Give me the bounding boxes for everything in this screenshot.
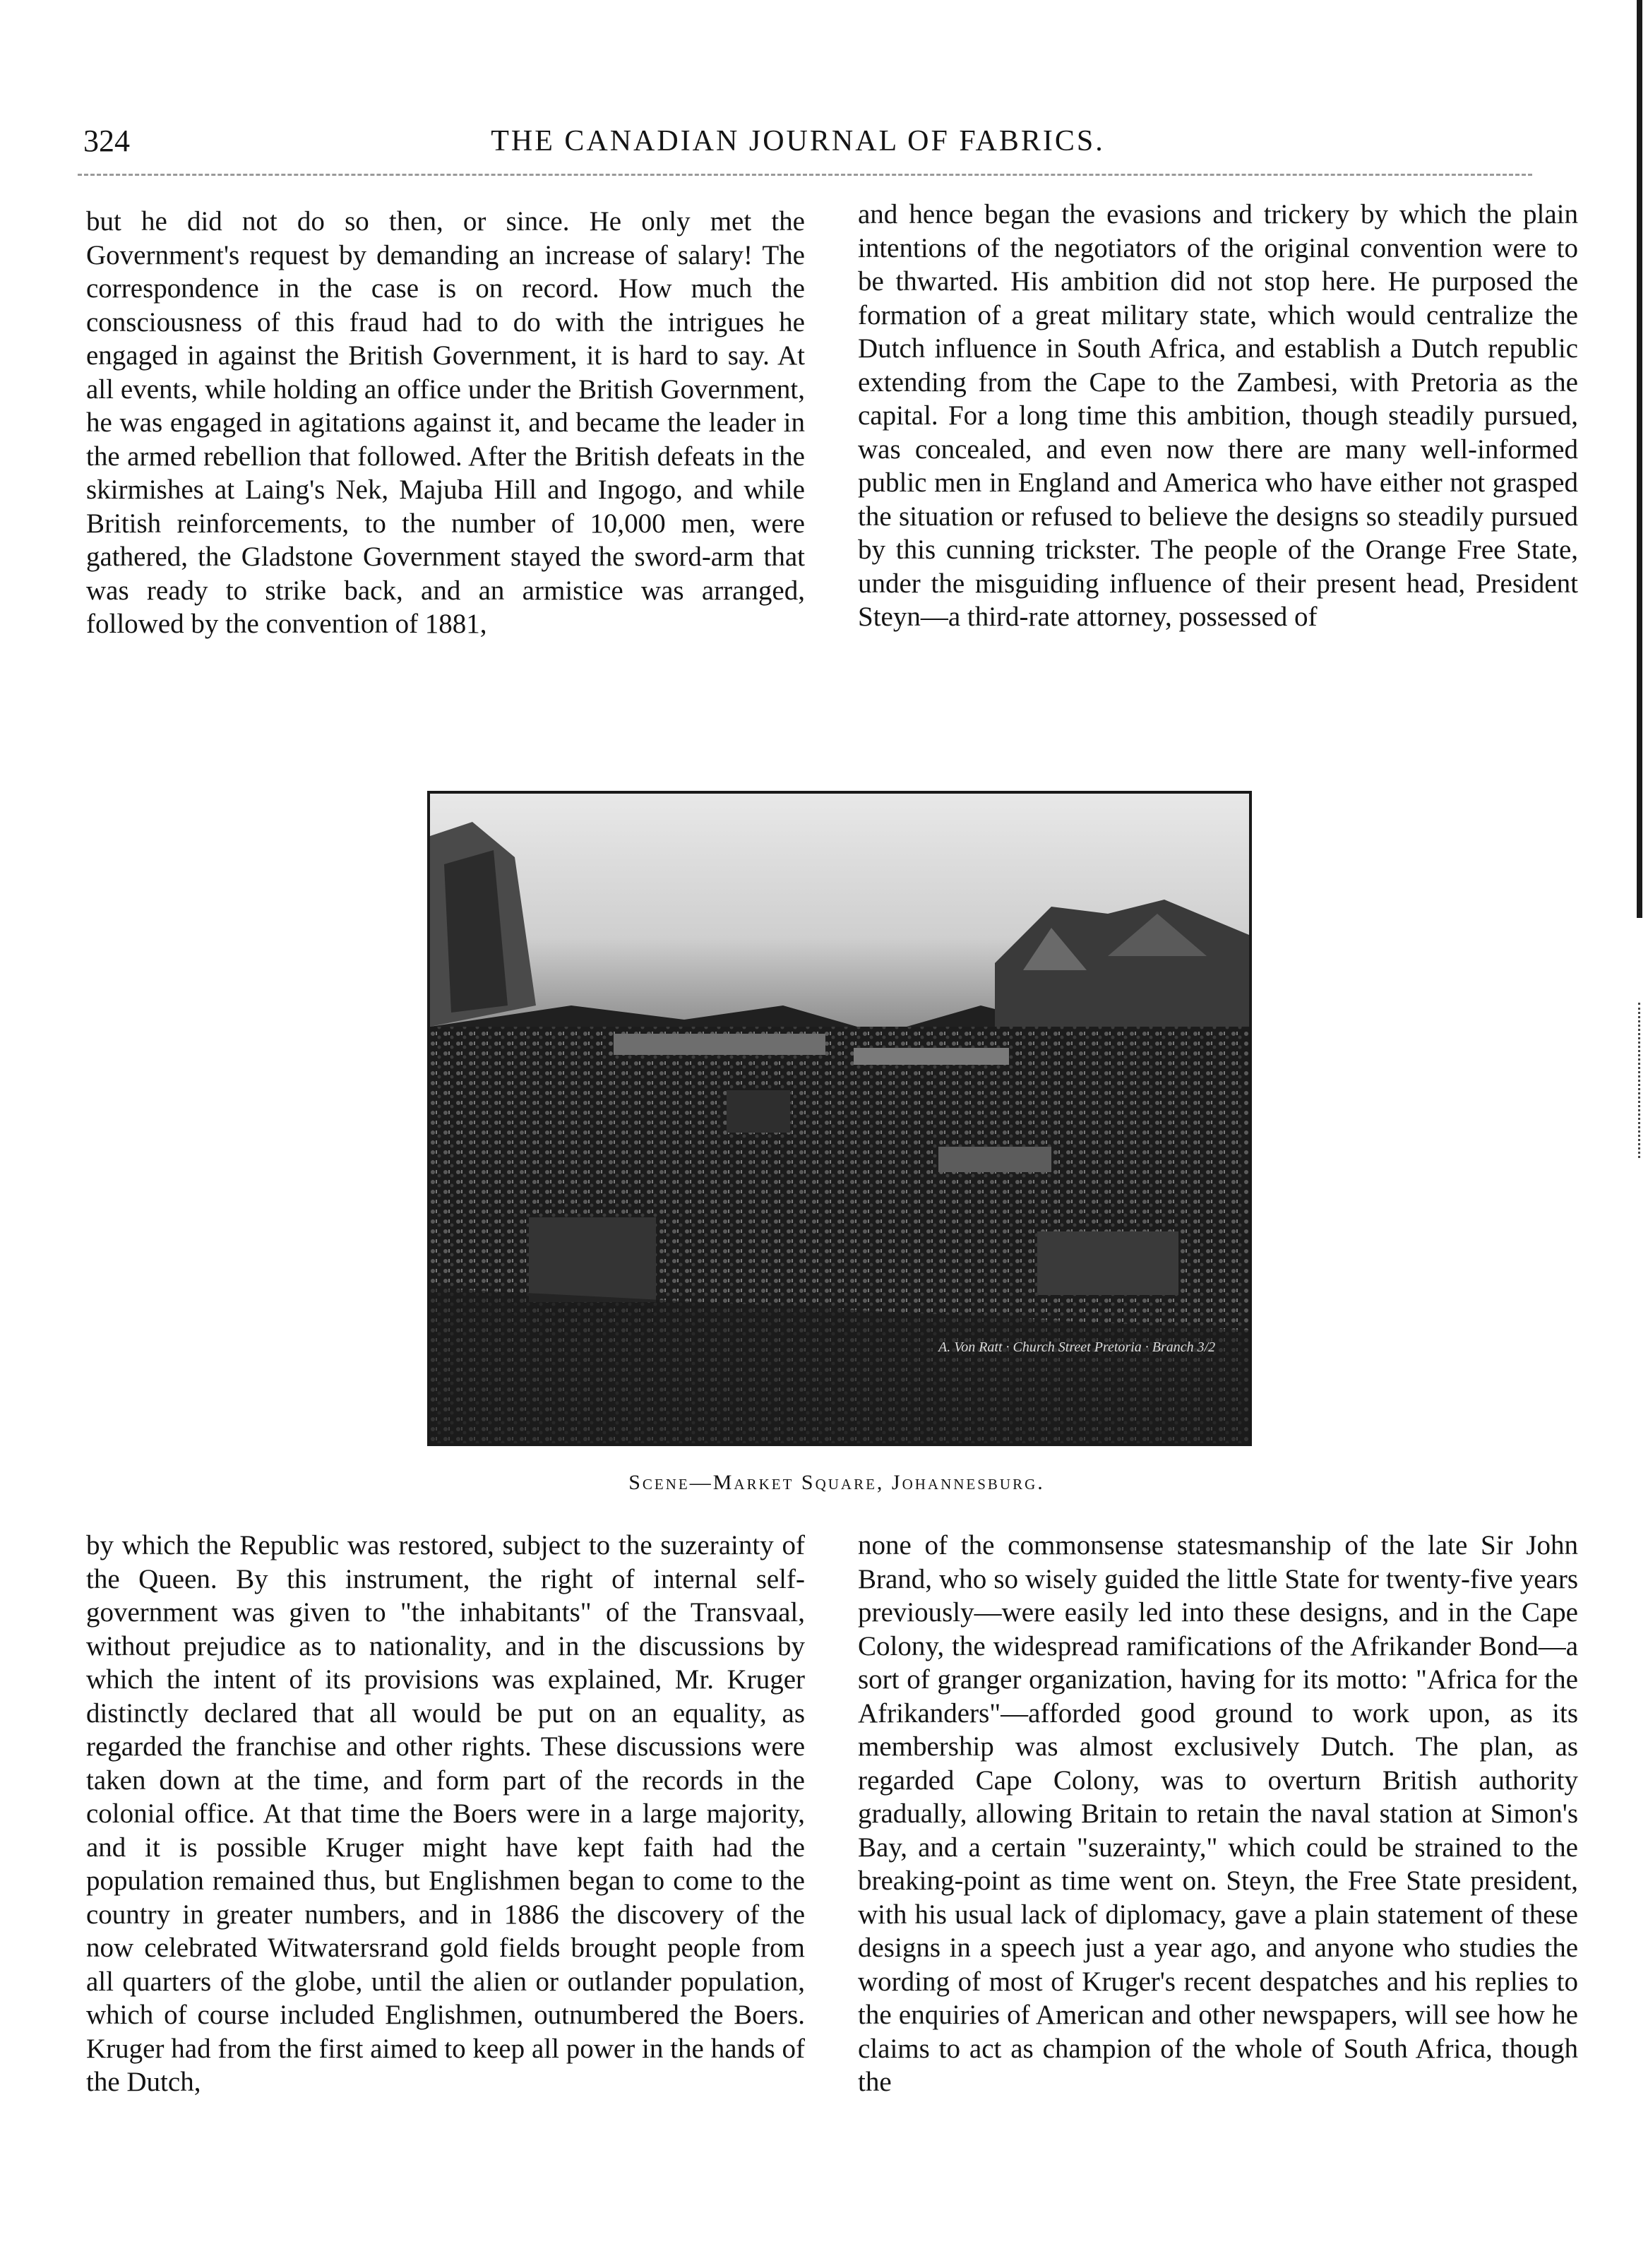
running-title: THE CANADIAN JOURNAL OF FABRICS. xyxy=(491,125,1105,157)
figure-caption: Scene—Market Square, Johannesburg. xyxy=(628,1471,1045,1494)
photo-illustration xyxy=(430,794,1249,1443)
page-header xyxy=(78,121,1518,161)
column-bottom-right xyxy=(858,1529,1578,2099)
page-number: 324 xyxy=(83,124,130,158)
market-square-photo xyxy=(427,791,1252,1446)
header-rule xyxy=(78,174,1532,176)
column-bottom-left xyxy=(86,1529,805,2099)
column-text: but he did not do so then, or since. He only met the Government's request by demanding an increase of salary! The correspondence in the case is on record. How much the consciousness of this fraud had to do with the intrigues he engaged in against the British Government, it is hard to say. At all events, while holding an office under the British Government, he was engaged in agitations against it, and became the leader in the armed rebellion that followed. After the British defeats in the skirmishes at Laing's Nek, Majuba Hill and Ingogo, and while British reinforcements, to the number of 10,000 men, were gathered, the Gladstone Government stayed the sword-arm that was ready to strike back, and an armistice was arranged, followed by the convention of 1881, xyxy=(86,206,805,639)
column-top-left xyxy=(86,205,805,641)
column-top-right xyxy=(858,198,1578,634)
page-edge-dots xyxy=(1638,1003,1643,1158)
column-text: and hence began the evasions and trickery by which the plain intentions of the negotiators of the original convention were to be thwarted. His ambition did not stop here. He purposed the formation of a great military state, which would centralize the Dutch influence in South Africa, and establish a Dutch republic extending from the Cape to the Zambesi, with Pretoria as the capital. For a long time this ambition, though steadily pursued, was concealed, and even now there are many well-informed public men in England and America who have either not grasped the situation or refused to believe the designs so steadily pursued by this cunning trickster. The people of the Orange Free State, under the misguiding influence of their present head, President Steyn—a third-rate attorney, possessed of xyxy=(858,199,1578,632)
column-text: none of the commonsense statesmanship of the late Sir John Brand, who so wisely guided the little State for twenty-five years previously—were easily led into these designs, and in the Cape Colony, the widespread ramifications of the Afrikander Bond—a sort of granger organization, having for its motto: "Africa for the Afrikanders"—afforded good ground to work upon, as its membership was almost exclusively Dutch. The plan, as regarded Cape Colony, was to overturn British authority gradually, allowing Britain to retain the naval station at Simon's Bay, and a certain "suzerainty," which could be strained to the breaking-point as time went on. Steyn, the Free State president, with his usual lack of diplomacy, gave a plain statement of these designs in a speech just a year ago, and anyone who studies the wording of most of Kruger's recent despatches and his replies to the enquiries of American and other newspapers, will see how he claims to act as champion of the whole of South Africa, though the xyxy=(858,1530,1578,2097)
column-text: by which the Republic was restored, subject to the suzerainty of the Queen. By this instrument, the right of internal self-government was given to "the inhabitants" of the Transvaal, without prejudice as to nationality, and in the discussions by which the intent of its provisions was explained, Mr. Kruger distinctly declared that all would be put on an equality, as regarded the franchise and other rights. These discussions were taken down at the time, and form part of the records in the colonial office. At that time the Boers were in a large majority, and it is possible Kruger might have kept faith had the population remained thus, but Englishmen began to come to the country in greater numbers, and in 1886 the discovery of the now celebrated Witwatersrand gold fields brought people from all quarters of the globe, until the alien or outlander population, which of course included Englishmen, outnumbered the Boers. Kruger had from the first aimed to keep all power in the hands of the Dutch, xyxy=(86,1530,805,2097)
photo-inscription: A. Von Ratt · Church Street Pretoria · Branch 3/2 xyxy=(938,1339,1216,1355)
page-edge-mark xyxy=(1637,0,1642,918)
